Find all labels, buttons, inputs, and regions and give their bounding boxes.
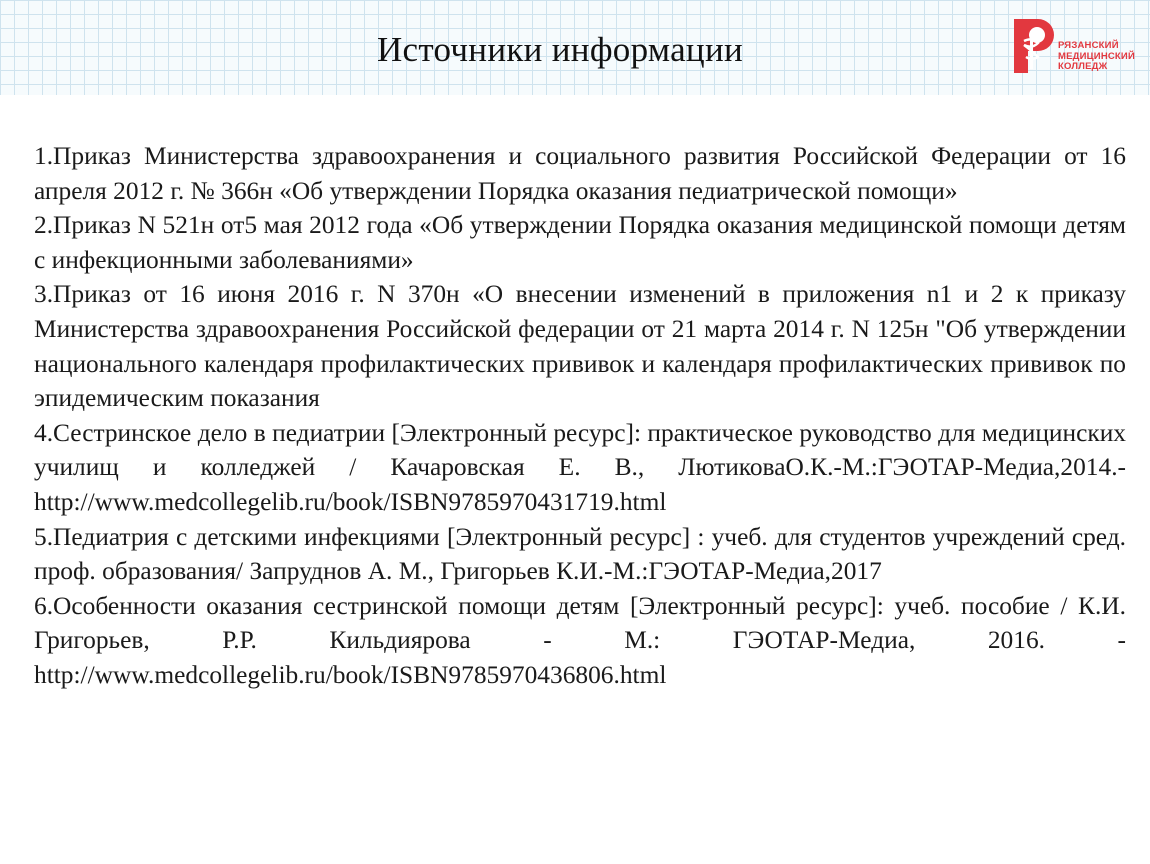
reference-item: 4.Сестринское дело в педиатрии [Электронный ресурс]: практическое руководство для медицинских училищ и колледжей / Качаровская Е. В., ЛютиковаО.К.-М.:ГЭОТАР-Медиа,2014.- http://www.medcollegelib.ru/book/ISBN9785970431719.html (34, 418, 1126, 516)
reference-item: 1.Приказ Министерства здравоохранения и социального развития Российской Федерации от 16 апреля 2012 г. № 366н «Об утверждении Порядка оказания педиатрической помощи» (34, 142, 1126, 205)
slide-title: Источники информации (376, 30, 744, 69)
logo-line: РЯЗАНСКИЙ (1058, 40, 1119, 51)
reference-item: 6.Особенности оказания сестринской помощи детям [Электронный ресурс]: учеб. пособие / К.И. Григорьев, Р.Р. Кильдиярова - М.: ГЭОТАР-Медиа, 2016. - http://www.medcollegelib.ru/book/ISBN9785970436806.html (34, 591, 1126, 689)
logo-line: МЕДИЦИНСКИЙ (1058, 50, 1135, 62)
reference-item: 5.Педиатрия с детскими инфекциями [Электронный ресурс] : учеб. для студентов учреждений сред. проф. образования/ Запруднов А. М., Григорьев К.И.-М.:ГЭОТАР-Медиа,2017 (34, 522, 1126, 586)
reference-item: 2.Приказ N 521н от5 мая 2012 года «Об утверждении Порядка оказания медицинской помощи детям с инфекционными заболеваниями» (34, 211, 1126, 274)
logo-line: КОЛЛЕДЖ (1058, 61, 1108, 72)
reference-item: 3.Приказ от 16 июня 2016 г. N 370н «О внесении изменений в приложения n1 и 2 к приказу Министерства здравоохранения Российской федерации от 21 марта 2014 г. N 125н "Об утверждении национального календаря профилактических прививок и календаря профилактических прививок по эпидемическим показания (34, 280, 1126, 413)
college-logo (1010, 17, 1145, 87)
caduceus-logo-icon (1010, 17, 1054, 75)
references-list (34, 139, 1126, 693)
logo-text (1058, 41, 1135, 73)
